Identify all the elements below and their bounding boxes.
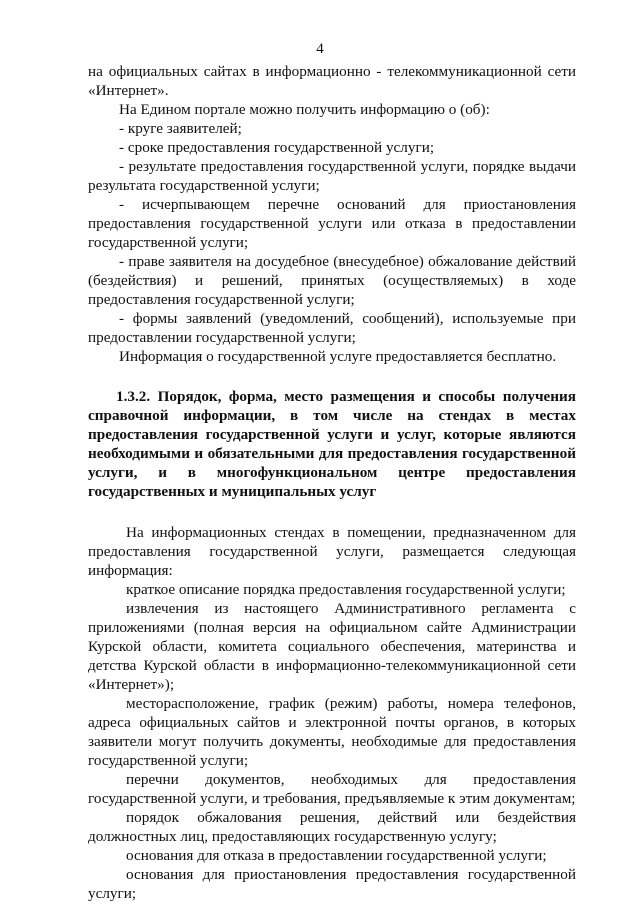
list-item: - круге заявителей; bbox=[119, 120, 242, 137]
list-item: - формы заявлений (уведомлений, сообщений), используемые при предоставлении государственной услуги; bbox=[88, 310, 576, 346]
paragraph: На Едином портале можно получить информацию о (об): bbox=[119, 101, 490, 118]
document-body bbox=[88, 62, 576, 903]
list-item: краткое описание порядка предоставления государственной услуги; bbox=[126, 581, 566, 598]
list-item: - результате предоставления государственной услуги, порядке выдачи результата государственной услуги; bbox=[88, 158, 576, 194]
list-item: - сроке предоставления государственной услуги; bbox=[119, 139, 435, 156]
list-item: извлечения из настоящего Административного регламента с приложениями (полная версия на официальном сайте Администрации Курской области, комитета социального обеспечения, материнства и детства Курской области в информационно-телекоммуникационной сети «Интернет»); bbox=[88, 600, 576, 693]
paragraph: На информационных стендах в помещении, предназначенном для предоставления государственной услуги, размещается следующая информация: bbox=[88, 524, 576, 579]
paragraph: Информация о государственной услуге предоставляется бесплатно. bbox=[119, 348, 557, 365]
section-heading: 1.3.2. Порядок, форма, место размещения и способы получения справочной информации, в том числе на стендах в местах предоставления государственной услуги и услуг, которые являются необходимыми и обязательными для предоставления государственной услуги, и в многофункциональном центре предоставления государственных и муниципальных услуг bbox=[88, 388, 576, 500]
paragraph: на официальных сайтах в информационно - телекоммуникационной сети «Интернет». bbox=[88, 63, 576, 99]
page-number: 4 bbox=[316, 41, 324, 57]
list-item: - праве заявителя на досудебное (внесудебное) обжалование действий (бездействия) и решений, принятых (осуществляемых) в ходе предоставления государственной услуги; bbox=[88, 253, 576, 308]
list-item: - исчерпывающем перечне оснований для приостановления предоставления государственной услуги или отказа в предоставлении государственной услуги; bbox=[88, 196, 576, 251]
spacer bbox=[88, 501, 576, 523]
list-item: основания для приостановления предоставления государственной услуги; bbox=[88, 866, 576, 902]
list-item: перечни документов, необходимых для предоставления государственной услуги, и требования, предъявляемые к этим документам; bbox=[88, 771, 576, 807]
list-item: порядок обжалования решения, действий или бездействия должностных лиц, предоставляющих государственную услугу; bbox=[88, 809, 576, 845]
list-item: месторасположение, график (режим) работы, номера телефонов, адреса официальных сайтов и электронной почты органов, в которых заявители могут получить документы, необходимые для предоставления государственной услуги; bbox=[88, 695, 576, 769]
list-item: основания для отказа в предоставлении государственной услуги; bbox=[126, 847, 547, 864]
